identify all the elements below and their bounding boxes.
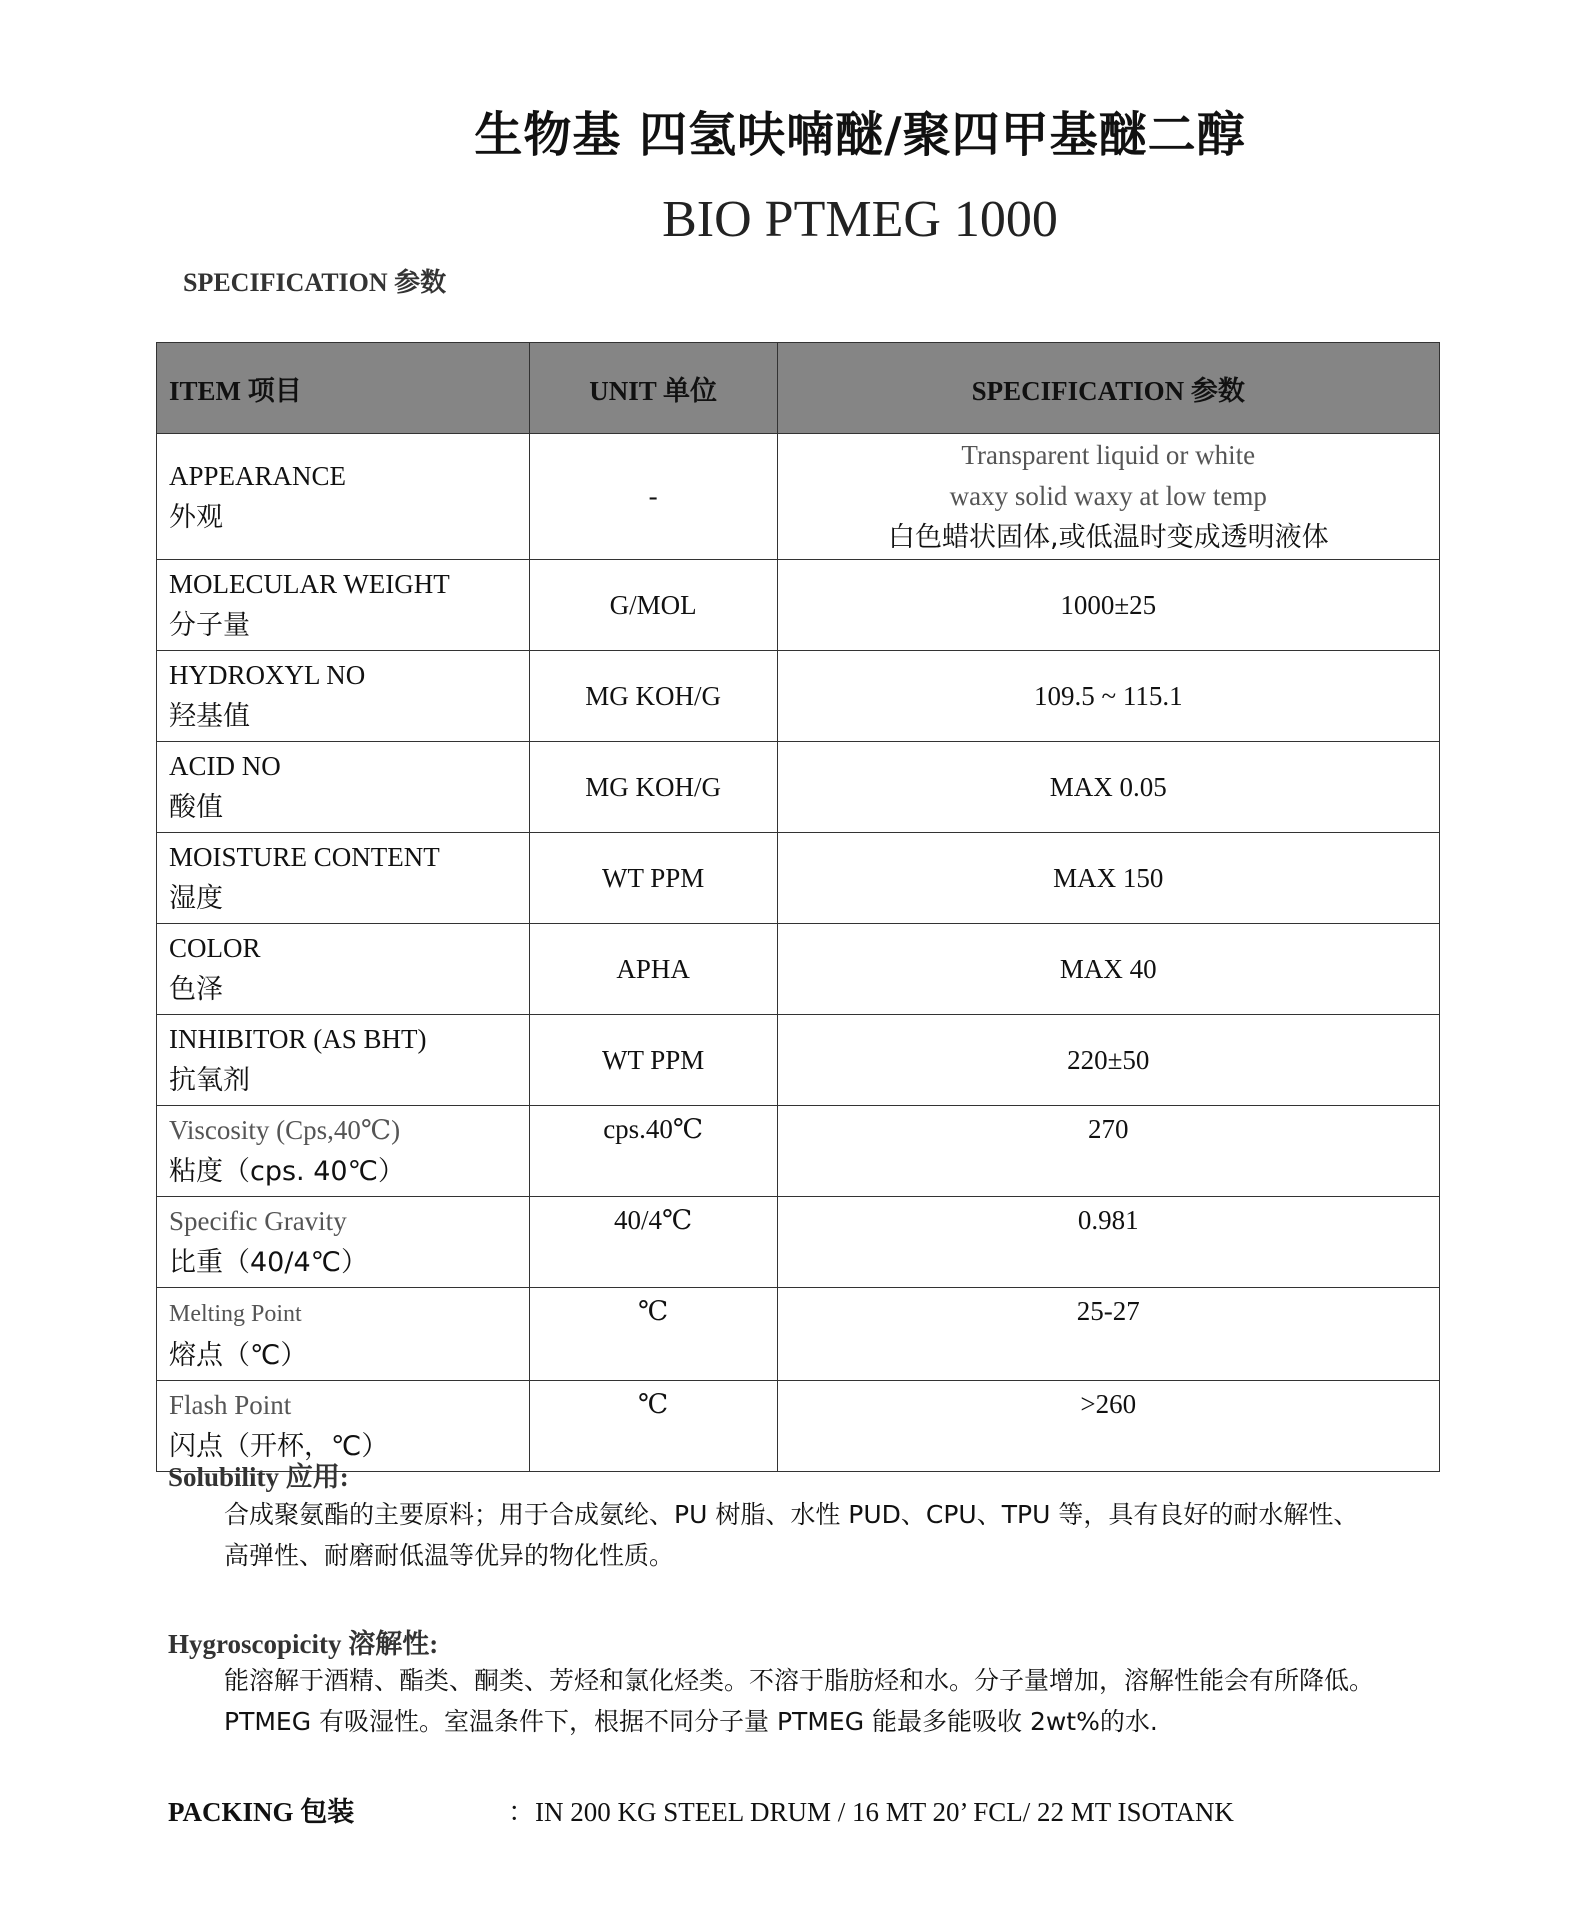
item-en: COLOR [169,933,261,963]
header-item: ITEM 项目 [157,343,530,434]
item-cell [157,560,530,651]
item-cell [157,1197,530,1288]
item-en: Viscosity (Cps,40℃) [169,1115,401,1145]
table-row [157,434,1440,560]
spec-cell: MAX 40 [777,924,1439,1015]
unit-cell: ℃ [529,1288,777,1381]
table-row [157,560,1440,651]
packing-value: ：IN 200 KG STEEL DRUM / 16 MT 20’ FCL/ 22 MT ISOTANK [508,1797,1234,1827]
table-row [157,1381,1440,1472]
item-cell [157,1106,530,1197]
spec-cell [777,434,1439,560]
item-cn: 酸值 [169,792,223,823]
item-cell [157,924,530,1015]
table-row [157,833,1440,924]
item-cn: 分子量 [169,610,250,641]
solubility-line: 合成聚氨酯的主要原料；用于合成氨纶、PU 树脂、水性 PUD、CPU、TPU 等，具有良好的耐水解性、 [224,1500,1359,1529]
table-row [157,924,1440,1015]
solubility-line: 高弹性、耐磨耐低温等优异的物化性质。 [224,1541,675,1570]
unit-cell: G/MOL [529,560,777,651]
spec-cell: 270 [777,1106,1439,1197]
item-en: HYDROXYL NO [169,660,366,690]
item-cn: 色泽 [169,974,223,1005]
item-cn: 熔点（℃） [169,1340,308,1371]
page-title-cn: 生物基 四氢呋喃醚/聚四甲基醚二醇 [474,107,1246,163]
solubility-body [224,1494,1358,1576]
item-cell [157,651,530,742]
item-cn: 比重（40/4℃） [169,1247,368,1278]
item-en: Flash Point [169,1390,292,1420]
item-cn: 闪点（开杯，℃） [169,1431,389,1462]
unit-cell: cps.40℃ [529,1106,777,1197]
item-en: ACID NO [169,751,281,781]
spec-cell: >260 [777,1381,1439,1472]
spec-cell: 0.981 [777,1197,1439,1288]
unit-cell: APHA [529,924,777,1015]
item-en: Specific Gravity [169,1206,347,1236]
item-cn: 抗氧剂 [169,1065,250,1096]
item-cell [157,833,530,924]
unit-cell: MG KOH/G [529,742,777,833]
item-cell [157,434,530,560]
spec-line: 白色蜡状固体,或低温时变成透明液体 [887,522,1329,553]
item-cell [157,1288,530,1381]
page-title-en: BIO PTMEG 1000 [662,191,1058,248]
spec-line: waxy solid waxy at low temp [949,481,1267,511]
item-en: INHIBITOR (AS BHT) [169,1024,427,1054]
table-row [157,1197,1440,1288]
unit-cell: ℃ [529,1381,777,1472]
item-en: MOISTURE CONTENT [169,842,440,872]
header-unit: UNIT 单位 [529,343,777,434]
unit-cell: WT PPM [529,833,777,924]
hygroscopicity-line: 能溶解于酒精、酯类、酮类、芳烃和氯化烃类。不溶于脂肪烃和水。分子量增加，溶解性能会有所降低。 [224,1666,1375,1695]
solubility-heading: Solubility 应用: [168,1462,349,1492]
spec-cell: 220±50 [777,1015,1439,1106]
unit-cell: 40/4℃ [529,1197,777,1288]
item-cn: 羟基值 [169,701,250,732]
packing-label: PACKING 包装 [168,1797,355,1827]
spec-heading: SPECIFICATION 参数 [183,268,447,297]
specification-table [156,342,1440,1472]
item-en: APPEARANCE [169,460,347,491]
hygroscopicity-body [224,1660,1374,1742]
table-row [157,742,1440,833]
spec-cell: 109.5 ~ 115.1 [777,651,1439,742]
table-row [157,1106,1440,1197]
item-cn: 外观 [169,501,223,533]
unit-cell: MG KOH/G [529,651,777,742]
hygroscopicity-line: PTMEG 有吸湿性。室温条件下，根据不同分子量 PTMEG 能最多能吸收 2wt%的水. [224,1707,1158,1736]
spec-cell: 1000±25 [777,560,1439,651]
table-row [157,1288,1440,1381]
unit-cell: WT PPM [529,1015,777,1106]
table-header-row [157,343,1440,434]
packing-section [168,1790,1234,1829]
unit-cell: - [529,434,777,560]
spec-line: Transparent liquid or white [961,440,1256,470]
item-en: MOLECULAR WEIGHT [169,569,450,599]
item-cn: 粘度（cps. 40℃） [169,1156,405,1187]
table-row [157,1015,1440,1106]
header-specification: SPECIFICATION 参数 [777,343,1439,434]
spec-cell: 25-27 [777,1288,1439,1381]
spec-cell: MAX 150 [777,833,1439,924]
spec-cell: MAX 0.05 [777,742,1439,833]
item-cell [157,1015,530,1106]
item-cn: 湿度 [169,883,223,914]
item-en: Melting Point [169,1301,302,1327]
hygroscopicity-heading: Hygroscopicity 溶解性: [168,1629,439,1659]
table-row [157,651,1440,742]
item-cell [157,742,530,833]
